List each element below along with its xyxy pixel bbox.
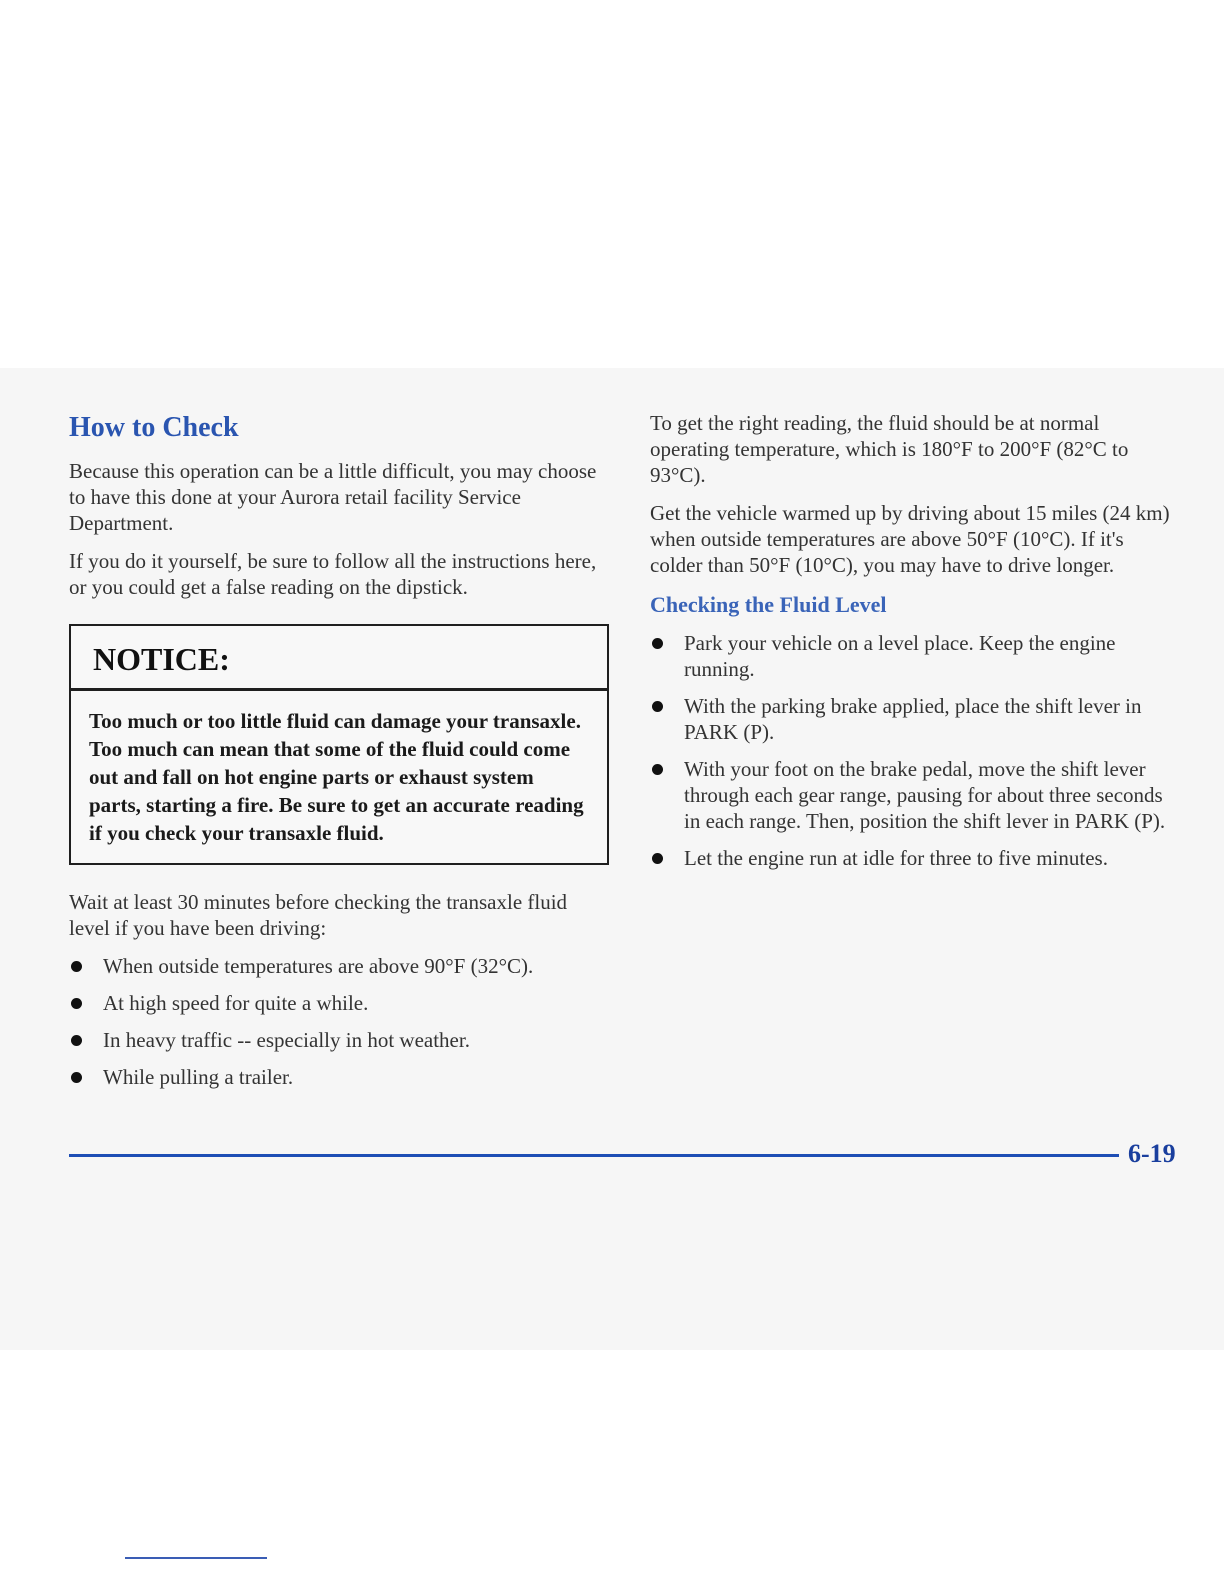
list-item-text: With the parking brake applied, place the shift lever in PARK (P). (684, 694, 1142, 744)
list-item-text: At high speed for quite a while. (103, 991, 369, 1015)
notice-body: Too much or too little fluid can damage your transaxle. Too much can mean that some of the fluid could come out and fall on hot engine parts or exhaust system parts, starting a fire. Be sure to get an accurate reading if you check your transaxle fluid. (89, 709, 584, 845)
bullet-icon (71, 1035, 82, 1046)
notice-box (69, 624, 609, 865)
list-item-text: Park your vehicle on a level place. Keep the engine running. (684, 631, 1116, 681)
checking-fluid-level-heading: Checking the Fluid Level (650, 592, 887, 617)
bottom-decorative-line (125, 1557, 267, 1559)
list-item (69, 1064, 599, 1090)
bullet-icon (71, 1072, 82, 1083)
list-item-text: While pulling a trailer. (103, 1065, 294, 1089)
bullet-icon (71, 961, 82, 972)
bullet-icon (71, 998, 82, 1009)
intro-paragraph: Because this operation can be a little difficult, you may choose to have this done at your Aurora retail facility Service Department. (69, 459, 597, 535)
footer-rule (69, 1154, 1119, 1157)
list-item (650, 756, 1180, 834)
right-column (650, 410, 1180, 882)
list-item (650, 845, 1180, 871)
driving-conditions-list (69, 953, 599, 1090)
list-item (650, 693, 1180, 745)
left-column (69, 410, 599, 1101)
notice-title: NOTICE: (71, 626, 607, 691)
instructions-paragraph: If you do it yourself, be sure to follow all the instructions here, or you could get a false reading on the dipstick. (69, 549, 597, 599)
list-item-text: Let the engine run at idle for three to five minutes. (684, 846, 1108, 870)
wait-paragraph: Wait at least 30 minutes before checking the transaxle fluid level if you have been driving: (69, 890, 568, 940)
list-item-text: When outside temperatures are above 90°F (32°C). (103, 954, 534, 978)
list-item (69, 990, 599, 1016)
page-number: 6-19 (1128, 1139, 1176, 1168)
warmup-paragraph: Get the vehicle warmed up by driving about 15 miles (24 km) when outside temperatures are above 50°F (10°C). If it's colder than 50°F (10°C), you may have to drive longer. (650, 501, 1170, 577)
temperature-paragraph: To get the right reading, the fluid should be at normal operating temperature, which is 180°F to 200°F (82°C to 93°C). (650, 411, 1129, 487)
bullet-icon (652, 853, 663, 864)
checking-steps-list (650, 630, 1180, 871)
list-item (69, 1027, 599, 1053)
bullet-icon (652, 701, 663, 712)
how-to-check-heading: How to Check (69, 412, 239, 443)
list-item (69, 953, 599, 979)
bullet-icon (652, 764, 663, 775)
list-item-text: In heavy traffic -- especially in hot weather. (103, 1028, 470, 1052)
list-item-text: With your foot on the brake pedal, move the shift lever through each gear range, pausing for about three seconds in each range. Then, position the shift lever in PARK (P). (684, 757, 1166, 833)
bullet-icon (652, 638, 663, 649)
list-item (650, 630, 1180, 682)
